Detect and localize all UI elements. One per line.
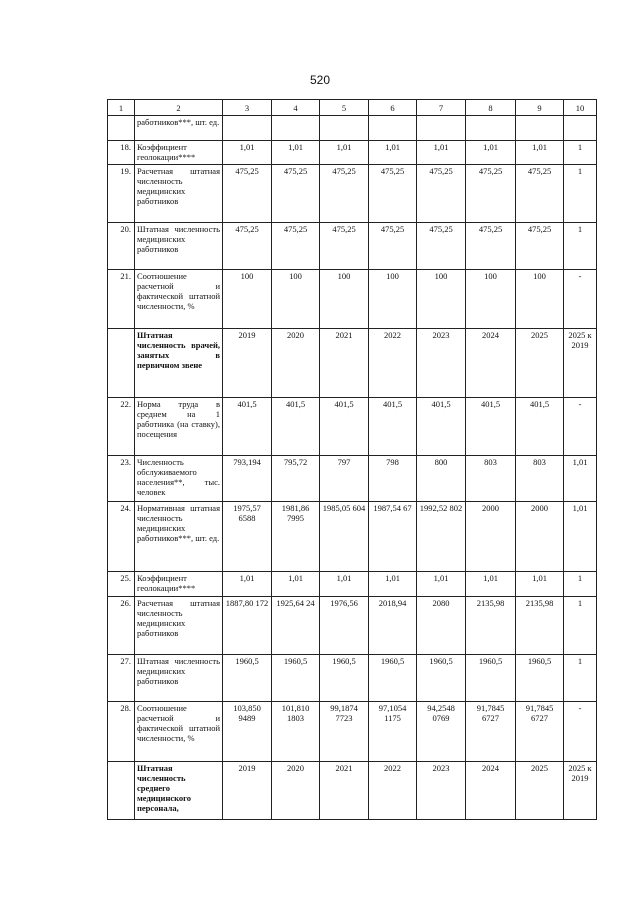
table-row — [108, 141, 597, 165]
value-cell: 1,01 — [272, 141, 320, 165]
value-cell: 2018,94 — [369, 597, 417, 655]
value-cell: 401,5 — [417, 398, 466, 456]
header-cell: 1 — [108, 100, 135, 116]
value-cell: 798 — [369, 456, 417, 502]
table-row — [108, 572, 597, 597]
value-cell: 2135,98 — [516, 597, 564, 655]
value-cell: 2024 — [466, 762, 516, 820]
value-cell: 401,5 — [466, 398, 516, 456]
row-number: 24. — [108, 502, 135, 572]
value-cell: 1960,5 — [466, 655, 516, 702]
value-cell: 475,25 — [223, 165, 272, 223]
row-label: Штатная численность среднего медицинского персонала, — [135, 762, 223, 820]
value-cell: 1981,86 7995 — [272, 502, 320, 572]
value-cell: 401,5 — [369, 398, 417, 456]
row-label: Норма труда в среднем на 1 работника (на ставку), посещения — [135, 398, 223, 456]
header-cell: 2 — [135, 100, 223, 116]
value-cell: 1,01 — [369, 572, 417, 597]
value-cell: 100 — [223, 270, 272, 329]
value-cell: 1 — [564, 141, 597, 165]
row-label: Штатная численность врачей, занятых в первичном звене — [135, 329, 223, 398]
value-cell: 100 — [272, 270, 320, 329]
row-number: 25. — [108, 572, 135, 597]
value-cell: 2019 — [223, 762, 272, 820]
value-cell — [369, 116, 417, 141]
value-cell: 475,25 — [516, 223, 564, 270]
table-row — [108, 270, 597, 329]
value-cell: 2023 — [417, 762, 466, 820]
value-cell: 2021 — [320, 762, 369, 820]
value-cell: 800 — [417, 456, 466, 502]
row-number — [108, 329, 135, 398]
value-cell: 401,5 — [320, 398, 369, 456]
value-cell: - — [564, 270, 597, 329]
row-label: Коэффициент геолокации**** — [135, 141, 223, 165]
value-cell — [466, 116, 516, 141]
header-cell: 9 — [516, 100, 564, 116]
value-cell: 1992,52 802 — [417, 502, 466, 572]
table-row — [108, 655, 597, 702]
table-header-row — [108, 100, 597, 116]
row-label: Коэффициент геолокации**** — [135, 572, 223, 597]
value-cell: 401,5 — [272, 398, 320, 456]
row-label: Штатная численность медицинских работников — [135, 223, 223, 270]
value-cell: 2020 — [272, 329, 320, 398]
value-cell: 91,7845 6727 — [466, 702, 516, 762]
row-number: 27. — [108, 655, 135, 702]
value-cell: 793,194 — [223, 456, 272, 502]
value-cell: 1,01 — [417, 572, 466, 597]
value-cell — [516, 116, 564, 141]
header-cell: 10 — [564, 100, 597, 116]
table-row — [108, 116, 597, 141]
value-cell: 2022 — [369, 762, 417, 820]
value-cell: 475,25 — [466, 165, 516, 223]
header-cell: 5 — [320, 100, 369, 116]
value-cell: 100 — [369, 270, 417, 329]
header-cell: 7 — [417, 100, 466, 116]
value-cell: 1,01 — [369, 141, 417, 165]
header-cell: 8 — [466, 100, 516, 116]
row-number: 28. — [108, 702, 135, 762]
value-cell: 1960,5 — [272, 655, 320, 702]
value-cell: 1,01 — [466, 141, 516, 165]
value-cell: 100 — [466, 270, 516, 329]
value-cell: 1,01 — [564, 456, 597, 502]
value-cell: 99,1874 7723 — [320, 702, 369, 762]
value-cell: 795,72 — [272, 456, 320, 502]
value-cell: 2019 — [223, 329, 272, 398]
value-cell: 1 — [564, 223, 597, 270]
value-cell: 401,5 — [223, 398, 272, 456]
row-label: Расчетная штатная численность медицинских работников — [135, 597, 223, 655]
page-number: 520 — [309, 73, 331, 87]
value-cell — [223, 116, 272, 141]
header-cell: 6 — [369, 100, 417, 116]
value-cell: 475,25 — [369, 223, 417, 270]
value-cell — [564, 116, 597, 141]
row-number: 20. — [108, 223, 135, 270]
table-row — [108, 702, 597, 762]
value-cell: 475,25 — [320, 223, 369, 270]
value-cell: 1925,64 24 — [272, 597, 320, 655]
value-cell: 1,01 — [320, 141, 369, 165]
row-number — [108, 116, 135, 141]
value-cell: 1,01 — [223, 141, 272, 165]
value-cell: 2024 — [466, 329, 516, 398]
value-cell: 2000 — [466, 502, 516, 572]
value-cell: 1960,5 — [223, 655, 272, 702]
value-cell: 475,25 — [516, 165, 564, 223]
value-cell: 1,01 — [223, 572, 272, 597]
value-cell: 2025 — [516, 762, 564, 820]
value-cell: 475,25 — [272, 165, 320, 223]
value-cell: 1 — [564, 597, 597, 655]
value-cell: 475,25 — [417, 165, 466, 223]
value-cell: 2021 — [320, 329, 369, 398]
value-cell: 2025 к 2019 — [564, 329, 597, 398]
value-cell: 1960,5 — [369, 655, 417, 702]
value-cell: 1,01 — [466, 572, 516, 597]
table-row — [108, 502, 597, 572]
value-cell: 475,25 — [466, 223, 516, 270]
value-cell: 1987,54 67 — [369, 502, 417, 572]
row-label: Соотношение расчетной и фактической штатной численности, % — [135, 270, 223, 329]
value-cell: 401,5 — [516, 398, 564, 456]
value-cell: 91,7845 6727 — [516, 702, 564, 762]
value-cell: 1,01 — [272, 572, 320, 597]
row-number — [108, 762, 135, 820]
row-number: 22. — [108, 398, 135, 456]
row-label: работников***, шт. ед. — [135, 116, 223, 141]
value-cell: 2135,98 — [466, 597, 516, 655]
value-cell: 1975,57 6588 — [223, 502, 272, 572]
value-cell: 1887,80 172 — [223, 597, 272, 655]
value-cell: 2022 — [369, 329, 417, 398]
value-cell: 475,25 — [417, 223, 466, 270]
value-cell: 1,01 — [516, 141, 564, 165]
value-cell: 97,1054 1175 — [369, 702, 417, 762]
row-number: 19. — [108, 165, 135, 223]
row-label: Численность обслуживаемого населения**, тыс. человек — [135, 456, 223, 502]
value-cell: 2000 — [516, 502, 564, 572]
value-cell: 1960,5 — [516, 655, 564, 702]
value-cell: 1 — [564, 572, 597, 597]
value-cell — [320, 116, 369, 141]
value-cell: 1985,05 604 — [320, 502, 369, 572]
value-cell: 1 — [564, 165, 597, 223]
value-cell: 1960,5 — [320, 655, 369, 702]
row-number: 21. — [108, 270, 135, 329]
table-row — [108, 223, 597, 270]
row-number: 18. — [108, 141, 135, 165]
value-cell: 101,810 1803 — [272, 702, 320, 762]
row-number: 26. — [108, 597, 135, 655]
value-cell: 100 — [516, 270, 564, 329]
value-cell: 100 — [417, 270, 466, 329]
table-row — [108, 165, 597, 223]
value-cell: 1,01 — [564, 502, 597, 572]
value-cell — [272, 116, 320, 141]
value-cell — [417, 116, 466, 141]
value-cell: 1960,5 — [417, 655, 466, 702]
value-cell: 1,01 — [320, 572, 369, 597]
value-cell: 2025 — [516, 329, 564, 398]
value-cell: 475,25 — [320, 165, 369, 223]
value-cell: 2025 к 2019 — [564, 762, 597, 820]
value-cell: 797 — [320, 456, 369, 502]
value-cell: 2020 — [272, 762, 320, 820]
row-label: Штатная численность медицинских работников — [135, 655, 223, 702]
row-number: 23. — [108, 456, 135, 502]
value-cell: 475,25 — [223, 223, 272, 270]
header-cell: 3 — [223, 100, 272, 116]
value-cell: 1976,56 — [320, 597, 369, 655]
table-body — [108, 100, 597, 820]
value-cell: 803 — [516, 456, 564, 502]
value-cell: - — [564, 398, 597, 456]
table-row — [108, 398, 597, 456]
row-label: Расчетная штатная численность медицинских работников — [135, 165, 223, 223]
value-cell: 2080 — [417, 597, 466, 655]
value-cell: 1,01 — [516, 572, 564, 597]
value-cell: - — [564, 702, 597, 762]
value-cell: 1,01 — [417, 141, 466, 165]
value-cell: 100 — [320, 270, 369, 329]
row-label: Нормативная штатная численность медицинских работников***, шт. ед. — [135, 502, 223, 572]
value-cell: 1 — [564, 655, 597, 702]
row-label: Соотношение расчетной и фактической штатной численности, % — [135, 702, 223, 762]
value-cell: 94,2548 0769 — [417, 702, 466, 762]
staffing-table — [107, 99, 597, 820]
table-row — [108, 762, 597, 820]
value-cell: 103,850 9489 — [223, 702, 272, 762]
value-cell: 475,25 — [369, 165, 417, 223]
table-row — [108, 456, 597, 502]
value-cell: 475,25 — [272, 223, 320, 270]
table-row — [108, 597, 597, 655]
value-cell: 803 — [466, 456, 516, 502]
header-cell: 4 — [272, 100, 320, 116]
value-cell: 2023 — [417, 329, 466, 398]
table-row — [108, 329, 597, 398]
